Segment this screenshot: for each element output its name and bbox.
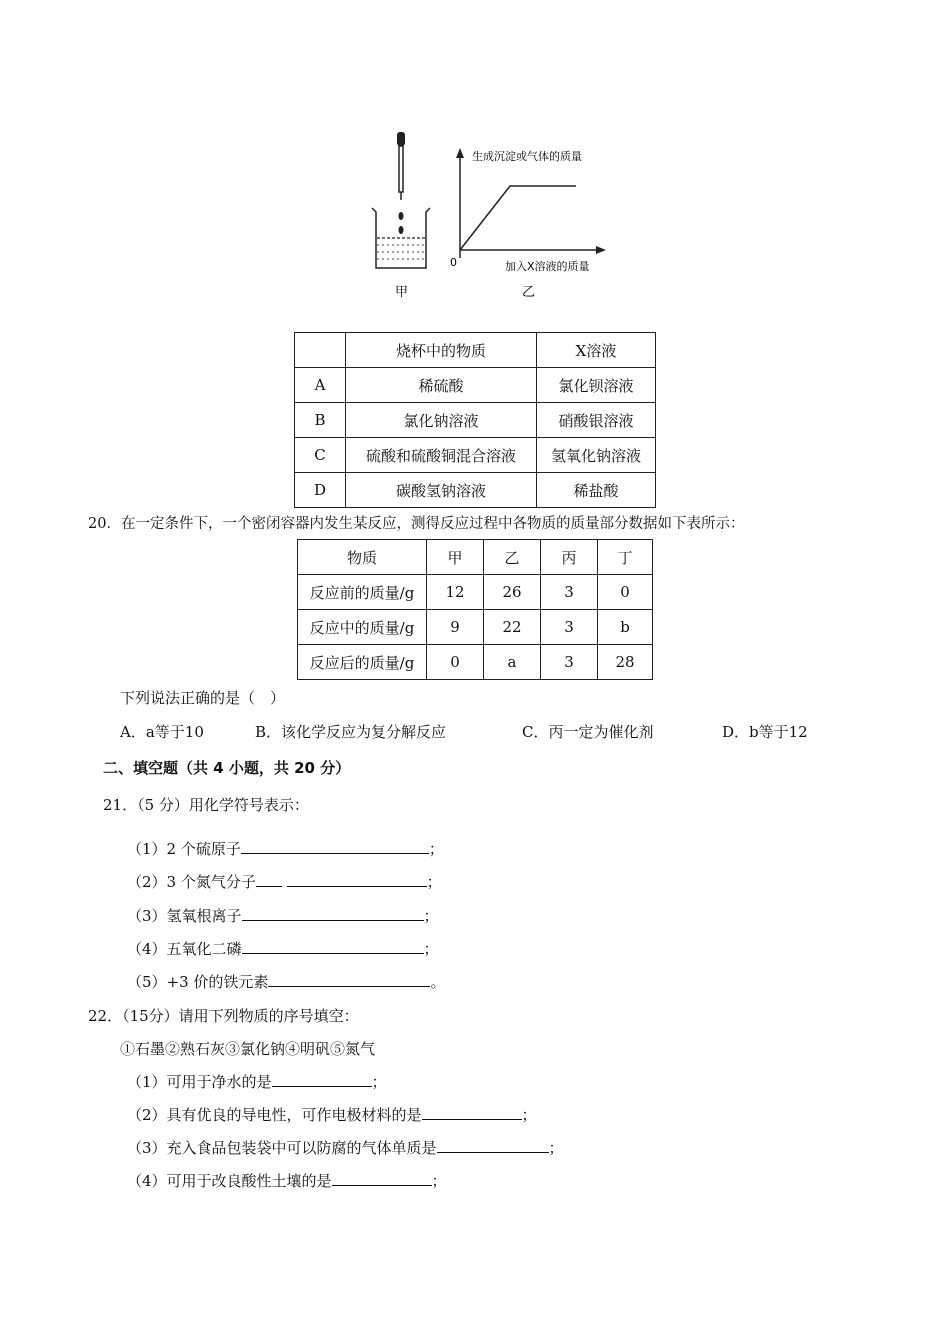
answer-blank[interactable] (241, 839, 429, 854)
answer-blank[interactable] (422, 1105, 522, 1120)
q21-stem: 21．（5 分）用化学符号表示： (103, 796, 309, 814)
table-cell: 26 (484, 575, 541, 610)
answer-blank[interactable] (242, 906, 424, 921)
x-axis-arrow-icon (596, 246, 606, 254)
table-cell: 0 (427, 645, 484, 680)
q21-item-3 (127, 905, 439, 926)
table-cell: 甲 (427, 540, 484, 575)
table-cell: A (295, 368, 346, 403)
q22-item-3 (127, 1137, 564, 1158)
experiment-figure (350, 128, 620, 303)
item-text: （3）充入食品包装袋中可以防腐的气体单质是 (127, 1139, 437, 1157)
table-cell: 28 (598, 645, 653, 680)
punctuation: 。 (430, 973, 446, 991)
table-cell: 0 (598, 575, 653, 610)
table-cell: 22 (484, 610, 541, 645)
table-cell: 9 (427, 610, 484, 645)
answer-blank[interactable] (287, 872, 427, 887)
table-cell: 丁 (598, 540, 653, 575)
q22-stem: 22．（15分）请用下列物质的序号填空： (88, 1007, 359, 1025)
table-cell: 氯化钡溶液 (537, 368, 656, 403)
table-cell: b (598, 610, 653, 645)
q21-item-1 (127, 838, 444, 859)
table-row (295, 368, 656, 403)
table-row (295, 438, 656, 473)
table-row (298, 645, 653, 680)
punctuation: ； (371, 1073, 387, 1091)
drop-icon (399, 226, 404, 234)
item-text: （1）可用于净水的是 (127, 1073, 272, 1091)
answer-blank[interactable] (437, 1138, 549, 1153)
table-row (295, 333, 656, 368)
q20-option-d: D．b等于12 (722, 723, 808, 741)
y-axis-arrow-icon (456, 148, 464, 158)
y-axis-label: 生成沉淀或气体的质量 (472, 150, 582, 163)
table-cell: 丙 (541, 540, 598, 575)
punctuation: ； (431, 1172, 447, 1190)
x-axis-label: 加入X溶液的质量 (505, 260, 590, 273)
item-text: （5）+3 价的铁元素 (127, 973, 269, 991)
table-cell: B (295, 403, 346, 438)
q21-item-5 (127, 971, 445, 992)
table-cell: D (295, 473, 346, 508)
figure-label-jia: 甲 (395, 285, 409, 300)
q21-item-4 (127, 938, 439, 959)
table-row (298, 575, 653, 610)
item-text: （1）2 个硫原子 (127, 840, 241, 858)
drop-icon (399, 212, 404, 220)
table-cell: 稀盐酸 (537, 473, 656, 508)
table-cell: 3 (541, 575, 598, 610)
table-cell: 反应中的质量/g (298, 610, 427, 645)
item-text: （2）具有优良的导电性，可作电极材料的是 (127, 1106, 422, 1124)
item-text: （4）可用于改良酸性土壤的是 (127, 1172, 332, 1190)
table-cell: 硝酸银溶液 (537, 403, 656, 438)
table-row (298, 540, 653, 575)
punctuation: ； (426, 873, 442, 891)
answer-blank[interactable] (256, 872, 282, 887)
punctuation: ； (423, 907, 439, 925)
answer-blank[interactable] (272, 1072, 372, 1087)
table-cell: 反应前的质量/g (298, 575, 427, 610)
q22-item-1 (127, 1071, 387, 1092)
q20-option-b: B．该化学反应为复分解反应 (255, 723, 447, 741)
table-cell: 12 (427, 575, 484, 610)
table-cell: 氯化钠溶液 (346, 403, 537, 438)
origin-label: 0 (450, 256, 457, 269)
table-cell: 3 (541, 610, 598, 645)
punctuation: ； (423, 940, 439, 958)
q22-item-4 (127, 1170, 447, 1191)
item-text: （2）3 个氮气分子 (127, 873, 256, 891)
table-cell: a (484, 645, 541, 680)
table-cell: 物质 (298, 540, 427, 575)
q21-item-2 (127, 871, 442, 892)
table-cell: 烧杯中的物质 (346, 333, 537, 368)
table-cell: 氢氧化钠溶液 (537, 438, 656, 473)
table-cell: 碳酸氢钠溶液 (346, 473, 537, 508)
figure-label-yi: 乙 (522, 285, 536, 300)
punctuation: ； (548, 1139, 564, 1157)
answer-blank[interactable] (242, 939, 424, 954)
q19-table (294, 332, 656, 508)
table-cell: 反应后的质量/g (298, 645, 427, 680)
punctuation: ； (521, 1106, 537, 1124)
item-text: （4）五氧化二磷 (127, 940, 242, 958)
table-cell: 3 (541, 645, 598, 680)
answer-blank[interactable] (268, 972, 430, 987)
q20-option-c: C．丙一定为催化剂 (522, 723, 654, 741)
q22-item-2 (127, 1104, 537, 1125)
data-line (460, 186, 576, 250)
dropper-icon (397, 132, 405, 200)
q22-substances: ①石墨②熟石灰③氯化钠④明矾⑤氮气 (120, 1040, 376, 1058)
table-cell (295, 333, 346, 368)
graph (450, 148, 606, 300)
table-row (295, 403, 656, 438)
item-text: （3）氢氧根离子 (127, 907, 242, 925)
q20-table (297, 539, 653, 680)
table-cell: 稀硫酸 (346, 368, 537, 403)
table-row (298, 610, 653, 645)
table-row (295, 473, 656, 508)
section-title: 二、填空题（共 4 小题，共 20 分） (103, 759, 351, 777)
table-cell: X溶液 (537, 333, 656, 368)
table-cell: 硫酸和硫酸铜混合溶液 (346, 438, 537, 473)
q20-question: 下列说法正确的是（ ） (120, 689, 286, 707)
q20-stem: 20．在一定条件下，一个密闭容器内发生某反应，测得反应过程中各物质的质量部分数据如下表所示： (88, 516, 745, 532)
punctuation: ； (428, 840, 444, 858)
table-cell: C (295, 438, 346, 473)
q20-option-a: A．a等于10 (120, 723, 204, 741)
answer-blank[interactable] (332, 1171, 432, 1186)
table-cell: 乙 (484, 540, 541, 575)
